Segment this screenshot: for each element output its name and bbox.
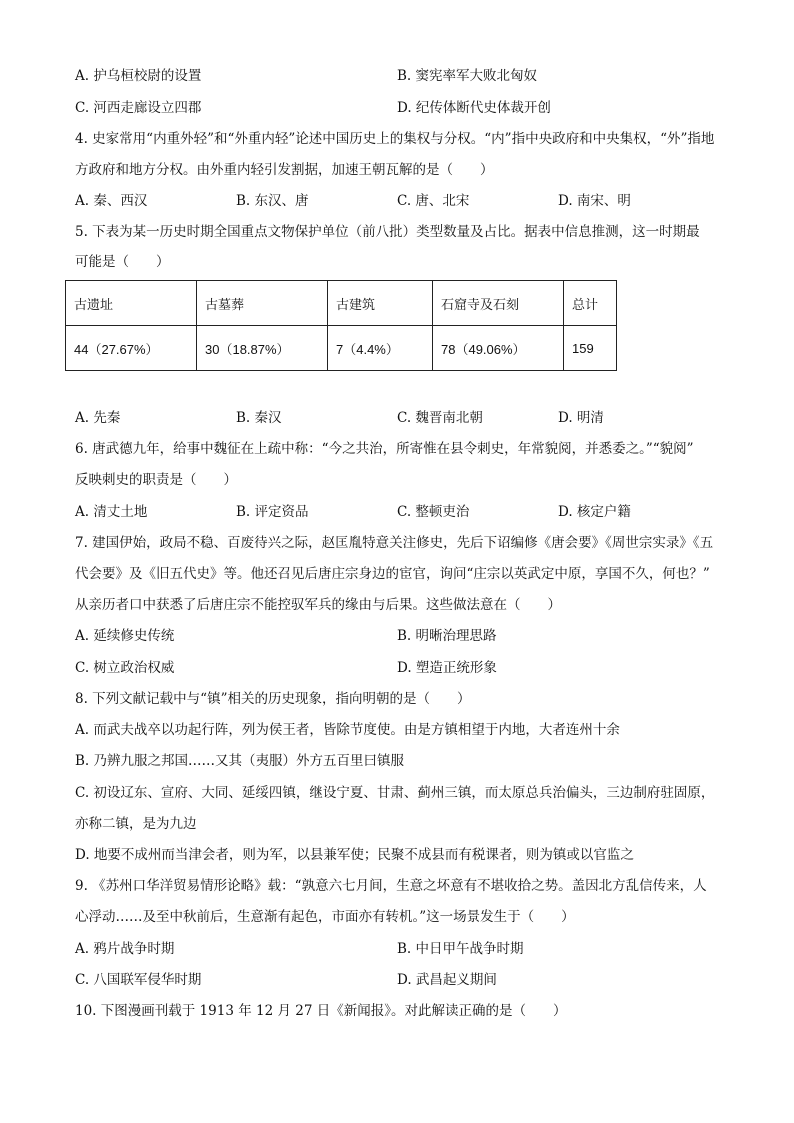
q7-option-b: B. 明晰治理思路: [397, 628, 497, 644]
q5-option-c: C. 魏晋南北朝: [397, 410, 483, 426]
q3-option-c: C. 河西走廊设立四郡: [75, 100, 202, 116]
q7-stem-line-2: 代会要》及《旧五代史》等。他还召见后唐庄宗身边的宦官，询问“庄宗以英武定中原，享国不久，何也？”: [75, 566, 710, 582]
q8-stem-line-1: 8. 下列文献记载中与“镇”相关的历史现象，指向明朝的是（ ）: [75, 691, 471, 707]
q6-option-c: C. 整顿吏治: [397, 504, 470, 520]
q3-option-b: B. 窦宪率军大败北匈奴: [397, 68, 538, 84]
table-header-cell: 古建筑: [328, 281, 433, 326]
q7-option-a: A. 延续修史传统: [75, 628, 175, 644]
q5-data-table: [65, 280, 617, 371]
q5-option-a: A. 先秦: [75, 410, 121, 426]
q5-stem-line-1: 5. 下表为某一历史时期全国重点文物保护单位（前八批）类型数量及占比。据表中信息推测，这一时期最: [75, 224, 700, 240]
q3-option-a: A. 护乌桓校尉的设置: [75, 68, 202, 84]
q10-stem-line-1: 10. 下图漫画刊载于 1913 年 12 月 27 日《新闻报》。对此解读正确的是（ ）: [75, 1003, 567, 1019]
q4-stem-line-1: 4. 史家常用“内重外轻”和“外重内轻”论述中国历史上的集权与分权。“内”指中央政府和中央集权，“外”指地: [75, 131, 715, 147]
q8-option-b: B. 乃辨九服之邦国……又其（夷服）外方五百里曰镇服: [75, 753, 405, 769]
q8-option-a: A. 而武夫战卒以功起行阵，列为侯王者，皆除节度使。由是方镇相望于内地，大者连州十余: [75, 722, 620, 738]
table-header-cell: 石窟寺及石刻: [433, 281, 564, 326]
table-header-cell: 总计: [564, 281, 617, 326]
q7-option-c: C. 树立政治权威: [75, 660, 175, 676]
table-header-cell: 古遗址: [66, 281, 197, 326]
q3-option-d: D. 纪传体断代史体裁开创: [397, 100, 551, 116]
q9-option-a: A. 鸦片战争时期: [75, 941, 175, 957]
q6-stem-line-2: 反映刺史的职责是（ ）: [75, 472, 237, 488]
table-row: [66, 326, 617, 371]
q4-option-a: A. 秦、西汉: [75, 193, 148, 209]
q9-option-b: B. 中日甲午战争时期: [397, 941, 524, 957]
q4-option-b: B. 东汉、唐: [236, 193, 309, 209]
q4-option-d: D. 南宋、明: [558, 193, 631, 209]
q8-option-d: D. 地要不成州而当津会者，则为军，以县兼军使；民聚不成县而有税课者，则为镇或以官监之: [75, 847, 634, 863]
table-cell: 44（27.67%）: [66, 326, 197, 371]
table-header-cell: 古墓葬: [197, 281, 328, 326]
q7-stem-line-1: 7. 建国伊始，政局不稳、百废待兴之际，赵匡胤特意关注修史，先后下诏编修《唐会要》《周世宗实录》《五: [75, 535, 714, 551]
table-cell: 159: [564, 326, 617, 371]
q9-stem-line-1: 9. 《苏州口华洋贸易情形论略》载：“孰意六七月间，生意之坏意有不堪收拾之势。盖因北方乱信传来，人: [75, 878, 707, 894]
q4-stem-line-2: 方政府和地方分权。由外重内轻引发割据，加速王朝瓦解的是（ ）: [75, 162, 494, 178]
table-cell: 30（18.87%）: [197, 326, 328, 371]
q4-option-c: C. 唐、北宋: [397, 193, 470, 209]
q6-stem-line-1: 6. 唐武德九年，给事中魏征在上疏中称：“今之共治，所寄惟在县令刺史，年常貌阅，并悉委之。”“貌阅”: [75, 441, 694, 457]
q5-option-d: D. 明清: [558, 410, 604, 426]
q6-option-d: D. 核定户籍: [558, 504, 631, 520]
table-header-row: [66, 281, 617, 326]
q6-option-b: B. 评定资品: [236, 504, 309, 520]
q8-option-c-line-1: C. 初设辽东、宣府、大同、延绥四镇，继设宁夏、甘肃、蓟州三镇，而太原总兵治偏头，三边制府驻固原，: [75, 785, 715, 801]
q5-option-b: B. 秦汉: [236, 410, 282, 426]
q6-option-a: A. 清丈土地: [75, 504, 148, 520]
q9-option-d: D. 武昌起义期间: [397, 972, 497, 988]
table-cell: 78（49.06%）: [433, 326, 564, 371]
q8-option-c-line-2: 亦称二镇，是为九边: [75, 816, 197, 832]
q5-stem-line-2: 可能是（ ）: [75, 254, 170, 270]
q9-option-c: C. 八国联军侵华时期: [75, 972, 202, 988]
q7-stem-line-3: 从亲历者口中获悉了后唐庄宗不能控驭军兵的缘由与后果。这些做法意在（ ）: [75, 597, 561, 613]
table-cell: 7（4.4%）: [328, 326, 433, 371]
q7-option-d: D. 塑造正统形象: [397, 660, 497, 676]
q9-stem-line-2: 心浮动……及至中秋前后，生意渐有起色，市面亦有转机。”这一场景发生于（ ）: [75, 909, 575, 925]
